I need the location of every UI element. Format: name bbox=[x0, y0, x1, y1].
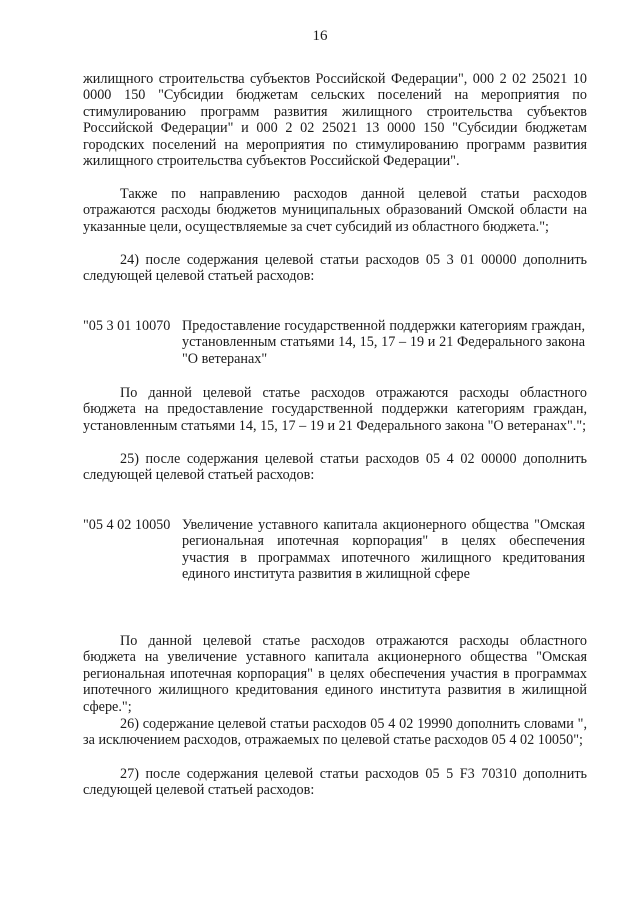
page-number: 16 bbox=[312, 28, 328, 44]
paragraph-continuation: жилищного строительства субъектов Российской Федерации", 000 2 02 25021 10 0000 150 "Субсидии бюджетам сельских поселений на мероприятия по стимулированию программ развития жилищного строительства субъектов Российской Федерации" и 000 2 02 25021 13 0000 150 "Субсидии бюджетам городских поселений на мероприятия по стимулированию программ развития жилищного строительства субъектов Российской Федерации". bbox=[83, 71, 587, 170]
entry-code-05-3-01-10070: "05 3 01 10070 bbox=[83, 318, 171, 334]
entry-description-veterans: Предоставление государственной поддержки категориям граждан, установленным статьями 14, 15, 17 – 19 и 21 Федерального закона "О ветеранах" bbox=[182, 318, 585, 367]
paragraph-mortgage-expenses: По данной целевой статье расходов отражаются расходы областного бюджета на увеличение уставного капитала акционерного общества "Омская региональная ипотечная корпорация" в целях обеспечения участия в программах ипотечного жилищного кредитования единого института развития в жилищной сфере."; bbox=[83, 633, 587, 715]
entry-code-05-4-02-10050: "05 4 02 10050 bbox=[83, 517, 171, 533]
paragraph-item-27: 27) после содержания целевой статьи расходов 05 5 F3 70310 дополнить следующей целевой статьей расходов: bbox=[83, 766, 587, 799]
paragraph-item-24: 24) после содержания целевой статьи расходов 05 3 01 00000 дополнить следующей целевой статьей расходов: bbox=[83, 252, 587, 285]
entry-description-mortgage-corporation: Увеличение уставного капитала акционерного общества "Омская региональная ипотечная корпорация" в целях обеспечения участия в программах ипотечного жилищного кредитования единого института развития в жилищной сфере bbox=[182, 517, 585, 583]
paragraph-also-reflected: Также по направлению расходов данной целевой статьи расходов отражаются расходы бюджетов муниципальных образований Омской области на указанные цели, осуществляемые за счет субсидий из областного бюджета."; bbox=[83, 186, 587, 235]
paragraph-item-25: 25) после содержания целевой статьи расходов 05 4 02 00000 дополнить следующей целевой статьей расходов: bbox=[83, 451, 587, 484]
paragraph-item-26: 26) содержание целевой статьи расходов 05 4 02 19990 дополнить словами ", за исключением расходов, отражаемых по целевой статье расходов 05 4 02 10050"; bbox=[83, 716, 587, 749]
paragraph-veterans-expenses: По данной целевой статье расходов отражаются расходы областного бюджета на предоставление государственной поддержки категориям граждан, установленным статьями 14, 15, 17 – 19 и 21 Федерального закона "О ветеранах"."; bbox=[83, 385, 587, 434]
